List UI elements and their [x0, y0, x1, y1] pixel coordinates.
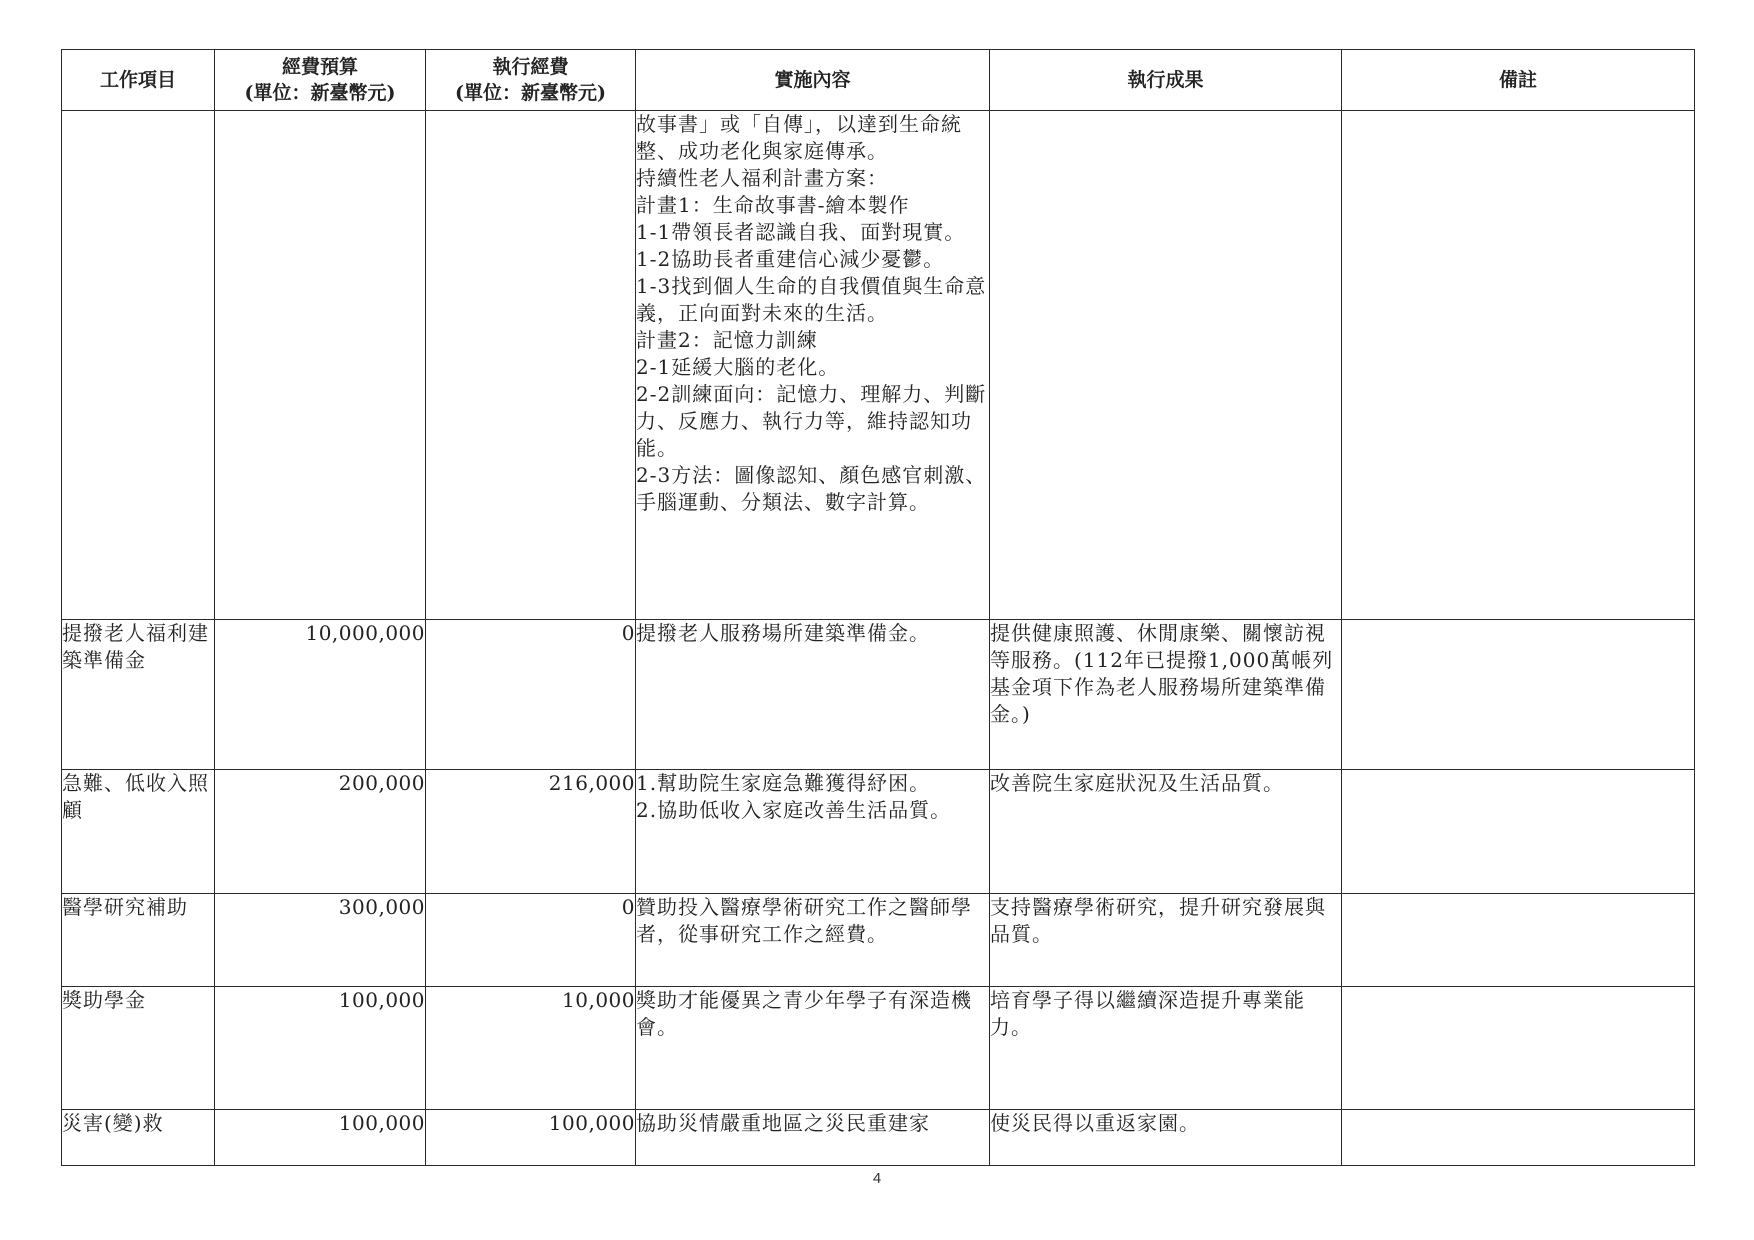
- work-item-cell: 醫學研究補助: [62, 894, 215, 987]
- budget-cell: 100,000: [215, 1110, 426, 1166]
- work-item-cell: 獎助學金: [62, 987, 215, 1110]
- note-cell: [1342, 111, 1695, 620]
- note-cell: [1342, 894, 1695, 987]
- budget-cell: 100,000: [215, 987, 426, 1110]
- executed-cell: [426, 111, 636, 620]
- result-cell: 培育學子得以繼續深造提升專業能力。: [990, 987, 1342, 1110]
- content-cell: 1.幫助院生家庭急難獲得紓困。 2.協助低收入家庭改善生活品質。: [636, 770, 990, 894]
- table-row: [62, 111, 1695, 620]
- budget-cell: 300,000: [215, 894, 426, 987]
- header-row: [62, 50, 1695, 111]
- work-item-cell: [62, 111, 215, 620]
- page-number: 4: [872, 1170, 882, 1187]
- table-row: [62, 1110, 1695, 1166]
- content-cell: 提撥老人服務場所建築準備金。: [636, 620, 990, 770]
- result-cell: [990, 111, 1342, 620]
- result-cell: 改善院生家庭狀況及生活品質。: [990, 770, 1342, 894]
- table-row: [62, 620, 1695, 770]
- budget-cell: [215, 111, 426, 620]
- budget-cell: 10,000,000: [215, 620, 426, 770]
- executed-cell: 10,000: [426, 987, 636, 1110]
- executed-cell: 216,000: [426, 770, 636, 894]
- note-cell: [1342, 1110, 1695, 1166]
- work-item-cell: 提撥老人福利建築準備金: [62, 620, 215, 770]
- executed-cell: 0: [426, 620, 636, 770]
- work-item-cell: 災害(變)救: [62, 1110, 215, 1166]
- header-item: 工作項目: [62, 50, 215, 111]
- result-cell: 支持醫療學術研究，提升研究發展與品質。: [990, 894, 1342, 987]
- content-cell: 協助災情嚴重地區之災民重建家: [636, 1110, 990, 1166]
- header-content: 實施內容: [636, 50, 990, 111]
- result-cell: 使災民得以重返家園。: [990, 1110, 1342, 1166]
- table-row: [62, 987, 1695, 1110]
- expenditure-table: [61, 49, 1695, 1166]
- table-row: [62, 894, 1695, 987]
- header-result: 執行成果: [990, 50, 1342, 111]
- executed-cell: 100,000: [426, 1110, 636, 1166]
- header-executed: 執行經費 (單位：新臺幣元): [426, 50, 636, 111]
- note-cell: [1342, 620, 1695, 770]
- table-row: [62, 770, 1695, 894]
- header-budget: 經費預算 (單位：新臺幣元): [215, 50, 426, 111]
- header-note: 備註: [1342, 50, 1695, 111]
- content-cell: 贊助投入醫療學術研究工作之醫師學者，從事研究工作之經費。: [636, 894, 990, 987]
- budget-cell: 200,000: [215, 770, 426, 894]
- result-cell: 提供健康照護、休閒康樂、關懷訪視等服務。(112年已提撥1,000萬帳列基金項下作為老人服務場所建築準備金。): [990, 620, 1342, 770]
- content-cell: 獎助才能優異之青少年學子有深造機會。: [636, 987, 990, 1110]
- executed-cell: 0: [426, 894, 636, 987]
- content-cell: 故事書」或「自傳」，以達到生命統整、成功老化與家庭傳承。 持續性老人福利計畫方案： 計畫1：生命故事書-繪本製作 1-1帶領長者認識自我、面對現實。 1-2協助長者重建信心減少憂鬱。 1-3找到個人生命的自我價值與生命意義，正向面對未來的生活。 計畫2：記憶力訓練 2-1延緩大腦的老化。 2-2訓練面向：記憶力、理解力、判斷力、反應力、執行力等，維持認知功能。 2-3方法：圖像認知、顏色感官刺激、手腦運動、分類法、數字計算。: [636, 111, 990, 620]
- note-cell: [1342, 770, 1695, 894]
- note-cell: [1342, 987, 1695, 1110]
- work-item-cell: 急難、低收入照顧: [62, 770, 215, 894]
